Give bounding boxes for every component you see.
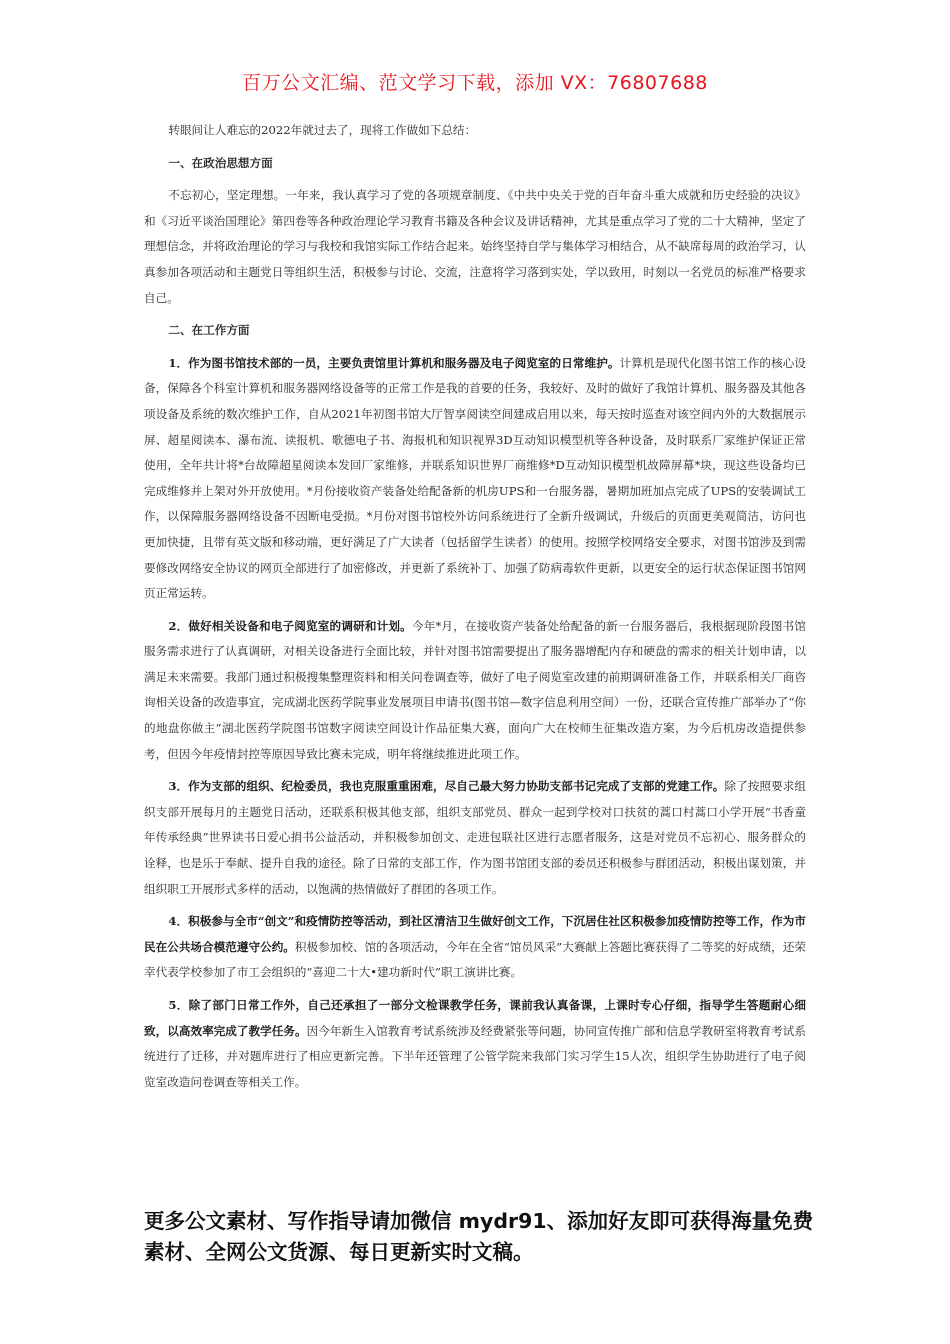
work-item-3-lead: 3．作为支部的组织、纪检委员，我也克服重重困难，尽自己最大努力协助支部书记完成了支部的党建工作。 (168, 779, 725, 794)
header-banner: 百万公文汇编、范文学习下载，添加 VX：76807688 (242, 72, 708, 94)
work-item-3-body: 除了按照要求组织支部开展每月的主题党日活动，还联系积极其他支部，组织支部党员、群众一起到学校对口扶贫的蒿口村蒿口小学开展“书香童年传承经典”世界读书日爱心捐书公益活动，并积极参加创文、走进包联社区进行志愿者服务，这是对党员不忘初心、服务群众的诠释，也是乐于奉献、提升自我的途径。除了日常的支部工作，作为图书馆团支部的委员还积极参与群团活动，积极出谋划策，并组织职工开展形式多样的活动，以饱满的热情做好了群团的各项工作。 (144, 779, 806, 896)
work-item-4 (144, 909, 806, 986)
work-item-5 (144, 993, 806, 1095)
section-heading-political: 一、在政治思想方面 (168, 155, 273, 170)
intro-paragraph: 转眼间让人难忘的2022年就过去了，现将工作做如下总结： (168, 123, 477, 137)
work-item-2 (144, 614, 806, 768)
work-item-2-lead: 2．做好相关设备和电子阅览室的调研和计划。 (168, 618, 412, 633)
work-item-5-lead: 5．除了部门日常工作外，自己还承担了一部分文检课教学任务，课前我认真备课，上课时专心仔细，指导学生答题耐心细致，以高效率完成了教学任务。 (144, 998, 806, 1038)
work-item-1-body: 计算机是现代化图书馆工作的核心设备，保障各个科室计算机和服务器网络设备等的正常工作是我的首要的任务，我较好、及时的做好了我馆计算机、服务器及其他各项设备及系统的数次维护工作，自从2021年初图书馆大厅智享阅读空间建成启用以来，每天按时巡查对该空间内外的大数据展示屏、超星阅读本、瀑布流、读报机、歌德电子书、海报机和知识视界3D互动知识模型机等各种设备，及时联系厂家维护保证正常使用，全年共计将*台故障超星阅读本发回厂家维修，并联系知识世界厂商维修*D互动知识模型机故障屏幕*块，现这些设备均已完成维修并上架对外开放使用。*月份接收资产装备处给配备新的机房UPS和一台服务器，暑期加班加点完成了UPS的安装调试工作，以保障服务器网络设备不因断电受损。*月份对图书馆校外访问系统进行了全新升级调试，升级后的页面更美观简洁，访问也更加快捷，且带有英文版和移动端，更好满足了广大读者（包括留学生读者）的使用。按照学校网络安全要求，对图书馆涉及到需要修改网络安全协议的网页全部进行了加密修改，并更新了系统补丁、加强了防病毒软件更新，以更安全的运行状态保证图书馆网页正常运转。 (144, 355, 806, 601)
work-item-4-body: 积极参加校、馆的各项活动，今年在全省“馆员风采”大赛献上答题比赛获得了二等奖的好成绩，还荣幸代表学校参加了市工会组织的“喜迎二十大•建功新时代”职工演讲比赛。 (144, 939, 806, 980)
section-political-body: 不忘初心，坚定理想。一年来，我认真学习了党的各项规章制度、《中共中央关于党的百年奋斗重大成就和历史经验的决议》和《习近平谈治国理论》第四卷等各种政治理论学习教育书籍及各种会议及讲话精神，尤其是重点学习了党的二十大精神，坚定了理想信念，并将政治理论的学习与我校和我馆实际工作结合起来。始终坚持自学与集体学习相结合，从不缺席每周的政治学习，认真参加各项活动和主题党日等组织生活，积极参与讨论、交流，注意将学习落到实处，学以致用，时刻以一名党员的标准严格要求自己。 (144, 188, 806, 305)
work-item-2-body: 今年*月，在接收资产装备处给配备的新一台服务器后，我根据现阶段图书馆服务需求进行了认真调研，对相关设备进行全面比较，并针对图书馆需要提出了服务器增配内存和硬盘的需求的相关计划申请，以满足未来需要。我部门通过积极搜集整理资料和相关问卷调查等，做好了电子阅览室改建的前期调研准备工作，并联系相关厂商咨询相关设备的改造事宜，完成湖北医药学院事业发展项目申请书(图书馆—数字信息利用空间）一份，还联合宣传推广部举办了“你的地盘你做主”湖北医药学院图书馆数字阅读空间设计作品征集大赛，面向广大在校师生征集改造方案，为今后机房改造提供参考，但因今年疫情封控等原因导致比赛未完成，明年将继续推进此项工作。 (144, 618, 806, 761)
document-body (144, 118, 806, 1102)
work-item-1 (144, 351, 806, 607)
footer-banner: 更多公文素材、写作指导请加微信 mydr91、添加好友即可获得海量免费素材、全网公文货源、每日更新实时文稿。 (144, 1209, 814, 1264)
work-item-3 (144, 774, 806, 902)
work-item-5-body: 因今年新生入馆教育考试系统涉及经费紧张等问题，协同宣传推广部和信息学教研室将教育考试系统进行了迁移，并对题库进行了相应更新完善。下半年还管理了公管学院来我部门实习学生15人次，组织学生协助进行了电子阅览室改造问卷调查等相关工作。 (144, 1023, 806, 1089)
work-item-4-lead: 4．积极参与全市“创文”和疫情防控等活动，到社区清洁卫生做好创文工作，下沉居住社区积极参加疫情防控等工作，作为市民在公共场合模范遵守公约。 (144, 914, 806, 954)
work-item-1-lead: 1．作为图书馆技术部的一员，主要负责馆里计算机和服务器及电子阅览室的日常维护。 (168, 355, 620, 370)
section-heading-work: 二、在工作方面 (168, 323, 250, 338)
